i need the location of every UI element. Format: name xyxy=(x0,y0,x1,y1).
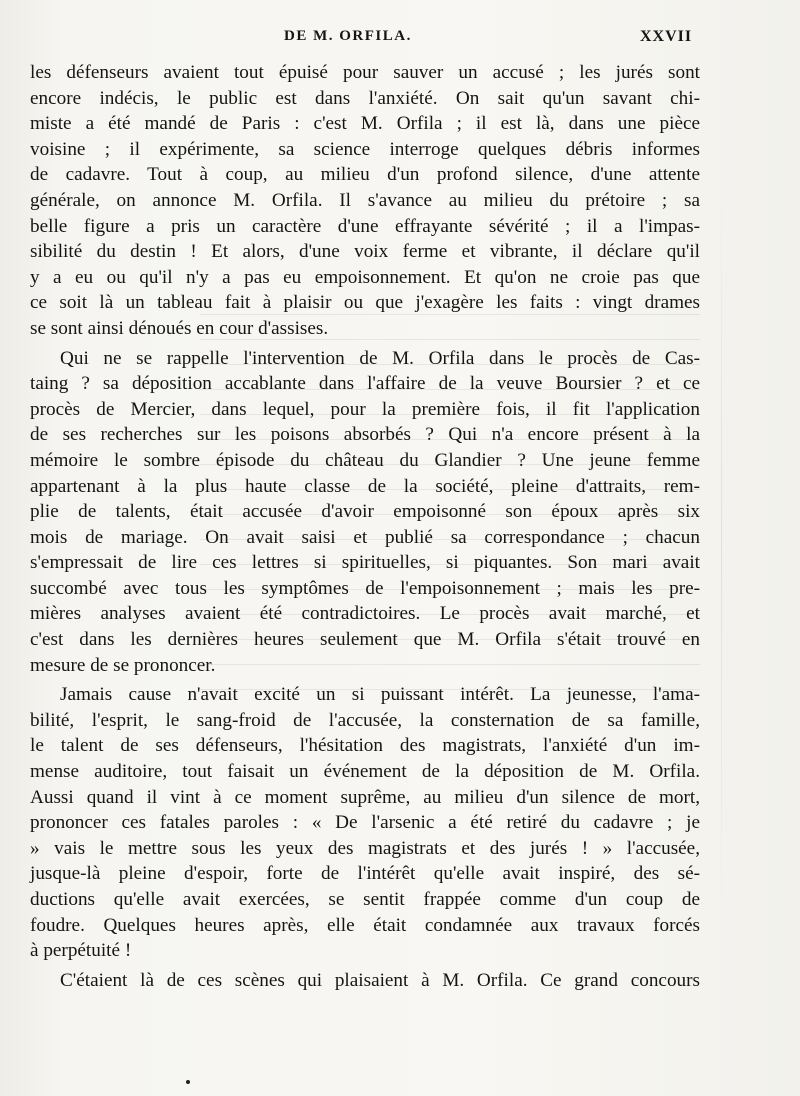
text-line: taing ? sa déposition accablante dans l'affaire de la veuve Boursier ? et ce xyxy=(30,373,700,395)
page-number: XXVII xyxy=(640,28,693,45)
paragraph xyxy=(30,346,700,679)
page-fold-shadow xyxy=(721,150,722,950)
text-line: générale, on annonce M. Orfila. Il s'avance au milieu du prétoire ; sa xyxy=(30,189,700,211)
text-line: encore indécis, le public est dans l'anxiété. On sait qu'un savant chi- xyxy=(30,87,700,109)
text-line: de ses recherches sur les poisons absorbés ? Qui n'a encore présent à la xyxy=(30,424,700,446)
text-line: de cadavre. Tout à coup, au milieu d'un profond silence, d'une attente xyxy=(30,164,700,186)
text-line: succombé avec tous les symptômes de l'empoisonnement ; mais les pre- xyxy=(30,577,700,599)
text-line: » vais le mettre sous les yeux des magistrats et des jurés ! » l'accusée, xyxy=(30,837,700,859)
text-line: Aussi quand il vint à ce moment suprême, au milieu d'un silence de mort, xyxy=(30,786,700,808)
text-line: mesure de se prononcer. xyxy=(30,654,216,676)
text-line: procès de Mercier, dans lequel, pour la première fois, il fit l'application xyxy=(30,398,700,420)
text-line: voisine ; il expérimente, sa science interroge quelques débris informes xyxy=(30,138,700,160)
text-line: y a eu ou qu'il n'y a pas eu empoisonnement. Et qu'on ne croie pas que xyxy=(30,266,700,288)
text-line: bilité, l'esprit, le sang-froid de l'accusée, la consternation de sa famille, xyxy=(30,709,700,731)
text-line: belle figure a pris un caractère d'une effrayante sévérité ; il a l'impas- xyxy=(30,215,700,237)
text-line: ductions qu'elle avait exercées, se sentit frappée comme d'un coup de xyxy=(30,889,700,910)
text-line: appartenant à la plus haute classe de la société, pleine d'attraits, rem- xyxy=(30,475,700,497)
paragraph xyxy=(30,968,700,994)
text-line: se sont ainsi dénoués en cour d'assises. xyxy=(30,317,329,339)
running-title: DE M. ORFILA. xyxy=(284,28,412,44)
text-line: mémoire le sombre épisode du château du Glandier ? Une jeune femme xyxy=(30,449,700,471)
text-line: à perpétuité ! xyxy=(30,940,132,962)
text-line: Jamais cause n'avait excité un si puissant intérêt. La jeunesse, l'ama- xyxy=(60,684,700,706)
text-line: miste a été mandé de Paris : c'est M. Orfila ; il est là, dans une pièce xyxy=(30,113,700,135)
paragraph xyxy=(30,682,700,964)
text-line: ce soit là un tableau fait à plaisir ou que j'exagère les faits : vingt drames xyxy=(30,292,700,314)
text-line: sibilité du destin ! Et alors, d'une voix ferme et vibrante, il déclare qu'il xyxy=(30,241,700,263)
running-head xyxy=(0,28,800,52)
text-line: foudre. Quelques heures après, elle était condamnée aux travaux forcés xyxy=(30,914,700,936)
text-line: mois de mariage. On avait saisi et publié sa correspondance ; chacun xyxy=(30,526,700,548)
text-line: prononcer ces fatales paroles : « De l'arsenic a été retiré du cadavre ; je xyxy=(30,812,700,834)
paragraph xyxy=(30,60,700,342)
text-line: mières analyses avaient été contradictoires. Le procès avait marché, et xyxy=(30,603,700,625)
ink-speck xyxy=(186,1080,190,1084)
text-line: s'empressait de lire ces lettres si spirituelles, si piquantes. Son mari avait xyxy=(30,552,700,574)
text-line: mense auditoire, tout faisait un événement de la déposition de M. Orfila. xyxy=(30,761,700,783)
text-line: les défenseurs avaient tout épuisé pour sauver un accusé ; les jurés sont xyxy=(30,62,700,83)
text-line: plie de talents, était accusée d'avoir empoisonné son époux après six xyxy=(30,501,700,523)
text-line: jusque-là pleine d'espoir, forte de l'intérêt qu'elle avait inspiré, des sé- xyxy=(30,863,700,885)
text-line: le talent de ses défenseurs, l'hésitation des magistrats, l'anxiété d'un im- xyxy=(30,735,700,757)
text-line: Qui ne se rappelle l'intervention de M. Orfila dans le procès de Cas- xyxy=(60,347,700,369)
text-line: c'est dans les dernières heures seulement que M. Orfila s'était trouvé en xyxy=(30,629,700,651)
body-text xyxy=(30,60,700,993)
text-line: C'étaient là de ces scènes qui plaisaient à M. Orfila. Ce grand concours xyxy=(60,969,700,991)
